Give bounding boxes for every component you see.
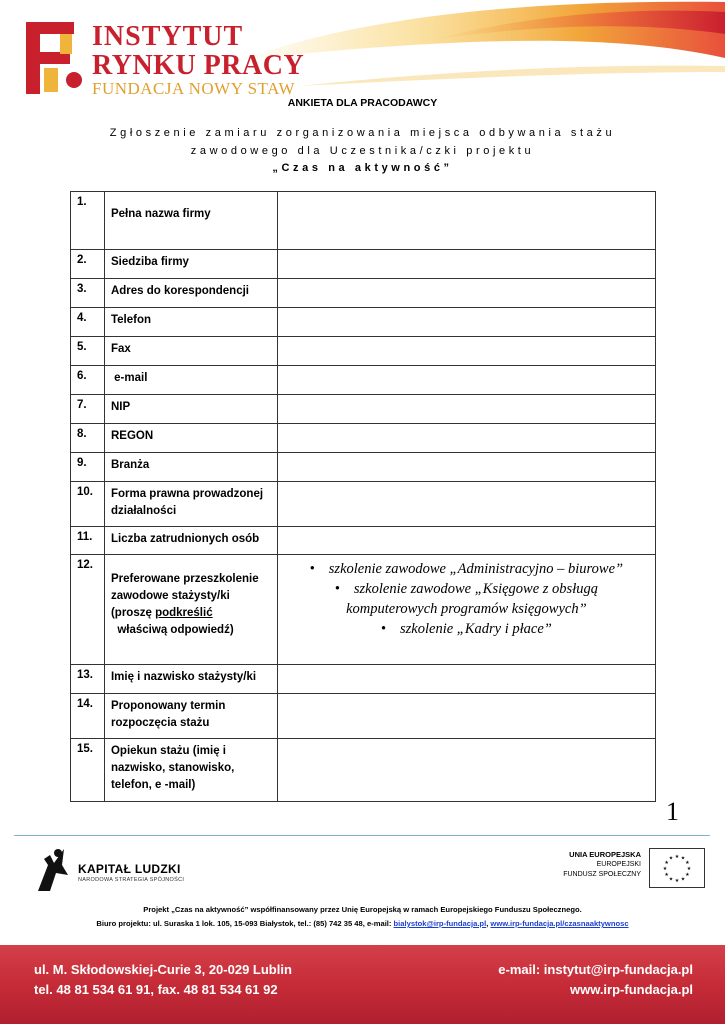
logo-line-2: RYNKU PRACY [92, 50, 305, 81]
bullet-icon: • [334, 581, 340, 597]
row-number: 6. [71, 366, 105, 395]
row-label: Liczba zatrudnionych osób [104, 527, 277, 555]
kapital-ludzki-subtitle: NARODOWA STRATEGIA SPÓJNOŚCI [78, 877, 185, 883]
kapital-ludzki-mark-icon [34, 845, 70, 893]
eu-line-2: EUROPEJSKI [596, 861, 641, 868]
row-number: 9. [71, 453, 105, 482]
eu-star-icon: ★ [680, 876, 686, 883]
form-row [71, 527, 656, 555]
row-number: 14. [71, 694, 105, 739]
row-number: 12. [71, 555, 105, 665]
answer-field[interactable] [277, 366, 655, 395]
row-number: 8. [71, 424, 105, 453]
row-label [111, 571, 271, 639]
institute-email: e-mail: instytut@irp-fundacja.pl [498, 962, 693, 977]
row-label: NIP [104, 395, 277, 424]
form-row [71, 192, 656, 250]
institute-website: www.irp-fundacja.pl [569, 982, 693, 997]
form-row [71, 694, 656, 739]
bullet-icon: • [380, 621, 387, 637]
form-row [71, 424, 656, 453]
row-label: Forma prawna prowadzonej działalności [104, 482, 277, 527]
row-label: Siedziba firmy [104, 250, 277, 279]
answer-field[interactable] [277, 424, 655, 453]
row-label: Pełna nazwa firmy [110, 208, 211, 220]
form-row [71, 482, 656, 527]
bullet-icon: • [309, 561, 315, 577]
answer-field[interactable] [277, 395, 655, 424]
eu-star-icon: ★ [685, 872, 690, 878]
training-options-list [284, 559, 649, 639]
training-option[interactable] [284, 579, 649, 619]
row-label: Branża [104, 453, 277, 482]
row-number: 13. [71, 665, 105, 694]
eu-star-icon: ★ [674, 854, 680, 860]
row-label: Telefon [104, 308, 277, 337]
office-address: Biuro projektu: ul. Suraska 1 lok. 105, 15-093 Białystok, tel.: (85) 742 35 48, e-mail: [96, 919, 394, 928]
form-row [71, 250, 656, 279]
eu-star-icon: ★ [668, 855, 674, 862]
answer-field[interactable] [277, 192, 655, 250]
project-funding-note: Projekt „Czas na aktywność” współfinansowany przez Unię Europejską w ramach Europejskiego Funduszu Społecznego. [143, 905, 582, 914]
row-number: 3. [71, 279, 105, 308]
row-label: Opiekun stażu (imię i nazwisko, stanowisko, telefon, e -mail) [104, 739, 277, 802]
answer-field[interactable] [277, 527, 655, 555]
answer-field[interactable] [277, 250, 655, 279]
row-number: 7. [71, 395, 105, 424]
employer-form-table [70, 191, 656, 802]
row-number: 5. [71, 337, 105, 366]
irp-logo-mark [22, 18, 84, 98]
answer-field[interactable] [277, 279, 655, 308]
training-option-text: szkolenie zawodowe „Księgowe z obsługą komputerowych programów księgowych” [346, 581, 598, 617]
answer-field[interactable] [277, 337, 655, 366]
row-label-part: Preferowane przeszkolenie zawodowe stażysty/ki (proszę [110, 573, 259, 619]
eu-star-icon: ★ [668, 876, 674, 883]
subtitle-line-2: zawodowego dla Uczestnika/czki projektu [190, 145, 535, 157]
answer-field[interactable] [277, 665, 655, 694]
row-number: 2. [71, 250, 105, 279]
irp-logo [22, 18, 305, 100]
eu-star-icon: ★ [662, 866, 668, 872]
row-label: Imię i nazwisko stażysty/ki [104, 665, 277, 694]
training-option[interactable] [284, 559, 649, 579]
form-row [71, 453, 656, 482]
form-row [71, 308, 656, 337]
eu-star-icon: ★ [686, 866, 692, 872]
eu-star-icon: ★ [664, 872, 669, 878]
form-row [71, 739, 656, 802]
answer-field[interactable] [277, 482, 655, 527]
document-title: ANKIETA DLA PRACODAWCY [287, 97, 438, 109]
row-label: Adres do korespondencji [104, 279, 277, 308]
office-email-link[interactable]: bialystok@irp-fundacja.pl [393, 919, 487, 928]
row-label: Proponowany termin rozpoczęcia stażu [104, 694, 277, 739]
institute-address: ul. M. Skłodowskiej-Curie 3, 20-029 Lublin [34, 962, 292, 977]
form-row [71, 279, 656, 308]
eu-star-icon: ★ [685, 860, 690, 866]
row-number: 11. [71, 527, 105, 555]
answer-field[interactable] [277, 694, 655, 739]
row-number: 4. [71, 308, 105, 337]
answer-field[interactable] [277, 308, 655, 337]
eu-line-1: UNIA EUROPEJSKA [569, 850, 641, 859]
training-options [277, 555, 655, 665]
eu-logo [545, 848, 705, 888]
link-separator: , [486, 919, 491, 928]
training-option[interactable] [284, 619, 649, 639]
row-label: Fax [104, 337, 277, 366]
eu-star-icon: ★ [674, 878, 680, 884]
form-row [71, 555, 656, 665]
project-office-info [0, 919, 725, 928]
underline-word: podkreślić [155, 607, 213, 619]
kapital-ludzki-logo [34, 845, 194, 895]
subtitle-line-1: Zgłoszenie zamiaru zorganizowania miejsca odbywania stażu [109, 127, 616, 139]
row-label-part: właściwą odpowiedź) [110, 624, 234, 636]
institute-phone: tel. 48 81 534 61 91, fax. 48 81 534 61 92 [34, 982, 278, 997]
form-row [71, 395, 656, 424]
footer-divider [14, 835, 710, 836]
training-option-text: szkolenie „Kadry i płace” [400, 621, 552, 637]
project-name: „Czas na aktywność” [272, 162, 453, 174]
row-label: REGON [104, 424, 277, 453]
answer-field[interactable] [277, 453, 655, 482]
logo-line-1: INSTYTUT [92, 21, 244, 52]
row-number: 10. [71, 482, 105, 527]
training-option-text: szkolenie zawodowe „Administracyjno – biurowe” [328, 561, 624, 577]
eu-line-3: FUNDUSZ SPOŁECZNY [563, 871, 641, 878]
eu-star-icon: ★ [680, 855, 686, 862]
answer-field[interactable] [277, 739, 655, 802]
form-row [71, 665, 656, 694]
row-number: 15. [71, 739, 105, 802]
form-row [71, 366, 656, 395]
contact-band [0, 945, 725, 1024]
row-number: 1. [71, 192, 105, 250]
eu-star-icon: ★ [664, 860, 669, 866]
form-row [71, 337, 656, 366]
logo-line-3: FUNDACJA NOWY STAW [92, 79, 296, 98]
eu-flag-icon [649, 848, 705, 888]
project-website-link[interactable]: www.irp-fundacja.pl/czasnaaktywnosc [490, 919, 629, 928]
row-label: e-mail [104, 366, 277, 395]
kapital-ludzki-title: KAPITAŁ LUDZKI [78, 862, 181, 876]
page-number: 1 [666, 797, 679, 826]
